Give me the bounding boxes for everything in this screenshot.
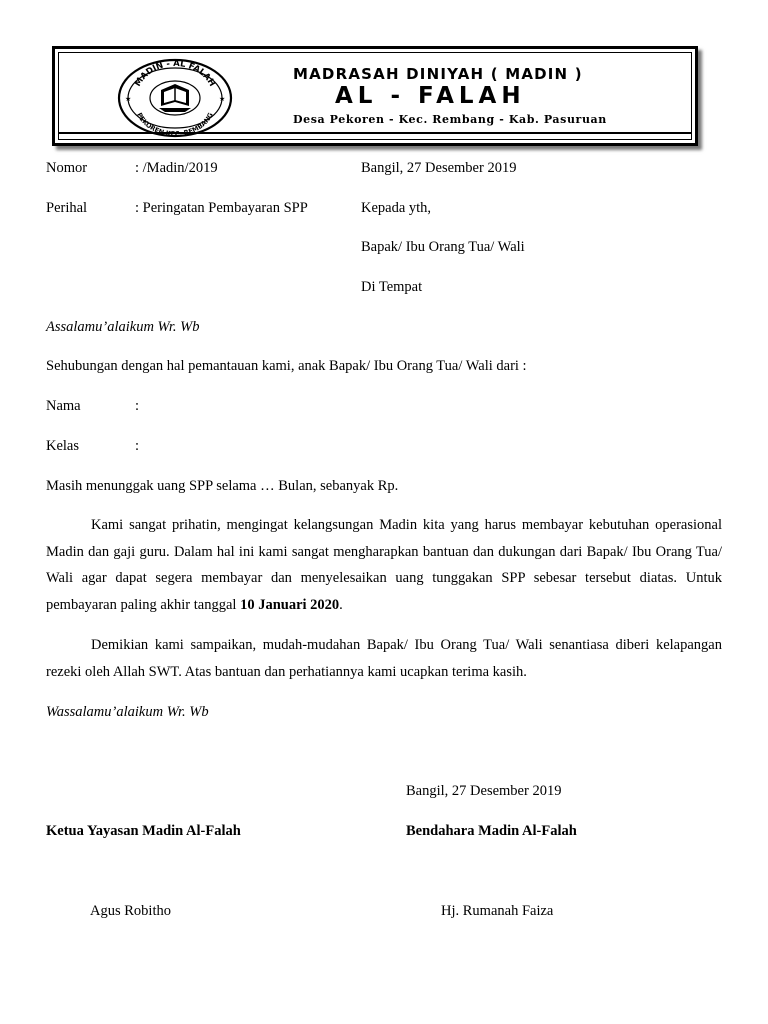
signature-left-title: Ketua Yayasan Madin Al-Falah	[46, 823, 241, 839]
nomor-label: Nomor	[46, 160, 88, 176]
payment-deadline: 10 Januari 2020	[240, 596, 340, 613]
letterhead-divider	[59, 132, 691, 134]
intro-text: Sehubungan dengan hal pemantauan kami, anak Bapak/ Ibu Orang Tua/ Wali dari :	[46, 358, 527, 374]
svg-text:MADIN - AL FALAH: MADIN - AL FALAH	[133, 58, 217, 89]
recipient-line-3: Di Tempat	[361, 279, 423, 295]
paragraph-1-text: Kami sangat prihatin, mengingat kelangsungan Madin kita yang harus membayar kebutuhan operasional Madin dan gaji guru. Dalam hal ini kami sangat mengharapkan bantuan dan dukungan dari Bapak/ Ibu Orang Tua/ Wali agar dapat segera membayar dan menyelesaikan uang tunggakan SPP sebesar tersebut diatas. Untuk pembayaran paling akhir tanggal	[46, 517, 722, 613]
svg-text:★: ★	[125, 95, 132, 103]
letterhead	[52, 46, 698, 146]
svg-text:★: ★	[219, 95, 226, 103]
nama-value: :	[135, 398, 140, 414]
paragraph-1-end: .	[339, 596, 343, 613]
closing: Wassalamu’alaikum Wr. Wb	[46, 704, 209, 720]
letterhead-inner-border	[58, 52, 692, 140]
perihal-value: : Peringatan Pembayaran SPP	[135, 200, 308, 216]
paragraph-1	[46, 512, 722, 618]
perihal-label: Perihal	[46, 200, 88, 216]
letterhead-address: Desa Pekoren - Kec. Rembang - Kab. Pasuruan	[293, 113, 607, 126]
kelas-value: :	[135, 438, 140, 454]
signature-right-title: Bendahara Madin Al-Falah	[406, 823, 577, 839]
svg-text:PEKOREN KEC. REMBANG: PEKOREN KEC. REMBANG	[135, 111, 215, 138]
letter-date: Bangil, 27 Desember 2019	[361, 160, 517, 176]
recipient-line-1: Kepada yth,	[361, 200, 432, 216]
signature-right-name: Hj. Rumanah Faiza	[441, 903, 554, 919]
nama-label: Nama	[46, 398, 81, 414]
paragraph-2: Demikian kami sampaikan, mudah-mudahan Bapak/ Ibu Orang Tua/ Wali senantiasa diberi kelapangan rezeki oleh Allah SWT. Atas bantuan dan perhatiannya kami ucapkan terima kasih.	[46, 637, 722, 680]
signature-date: Bangil, 27 Desember 2019	[406, 783, 562, 799]
arrears-text: Masih menunggak uang SPP selama … Bulan, sebanyak Rp.	[46, 478, 399, 494]
madrasah-seal-logo	[115, 58, 235, 138]
nomor-value: : /Madin/2019	[135, 160, 218, 176]
kelas-label: Kelas	[46, 438, 80, 454]
letterhead-school-name: AL - FALAH	[335, 83, 526, 109]
signature-left-name: Agus Robitho	[90, 903, 171, 919]
letterhead-title: MADRASAH DINIYAH ( MADIN )	[293, 65, 583, 83]
recipient-line-2: Bapak/ Ibu Orang Tua/ Wali	[361, 239, 525, 255]
greeting: Assalamu’alaikum Wr. Wb	[46, 319, 200, 335]
